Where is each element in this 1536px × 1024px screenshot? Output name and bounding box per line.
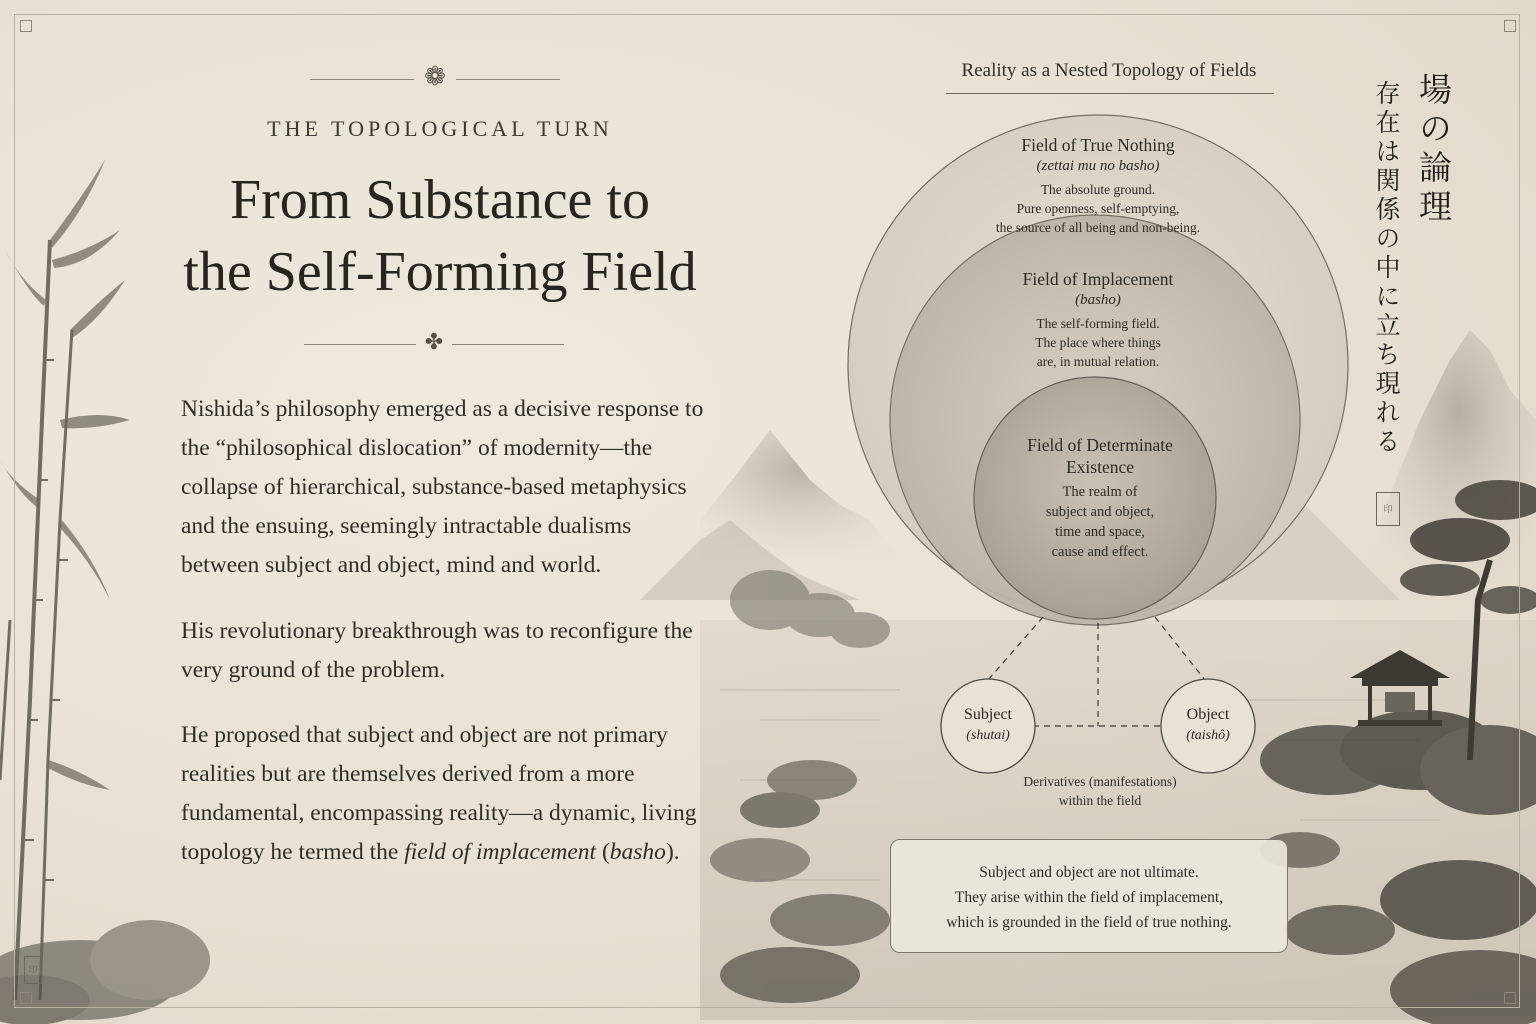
corner-ornament-tr xyxy=(1504,20,1516,32)
field-determinate-name-2: Existence xyxy=(1065,457,1135,477)
object-term: (taishô) xyxy=(1186,728,1230,743)
term-basho: basho xyxy=(609,839,666,865)
calligraphy-phrase: 存在は関係の中に立ち現れる xyxy=(1372,80,1401,457)
desc-line: the source of all being and non-being. xyxy=(995,220,1201,235)
flower-ornament-icon: ❁ xyxy=(424,62,446,92)
subject-name: Subject xyxy=(964,706,1012,723)
field-implacement-desc xyxy=(978,314,1218,371)
paragraph-1: Nishida’s philosophy emerged as a decisive response to the “philosophical dislocation” of modernity—the collapse of hierarchical, substance-based metaphysics and the ensuing, seemingly intractable dualisms between subject and object, mind and world. xyxy=(181,396,704,578)
divider-rule-left xyxy=(304,344,416,345)
caption-line: within the field xyxy=(1058,793,1142,808)
field-determinate-name-1: Field of Determinate xyxy=(1027,435,1173,455)
object-name: Object xyxy=(1186,706,1230,723)
bamboo-leaves xyxy=(0,160,130,790)
paragraph-3-paren-open: ( xyxy=(596,839,610,865)
desc-line: The self-forming field. xyxy=(1036,316,1160,331)
divider-rule-right xyxy=(452,344,564,345)
paragraph-2: His revolutionary breakthrough was to reconfigure the very ground of the problem. xyxy=(181,618,693,683)
eyebrow-heading: THE TOPOLOGICAL TURN xyxy=(267,116,613,141)
calligraphy-title: 場の論理 xyxy=(1414,72,1453,228)
paragraph-3-end: ). xyxy=(665,839,680,865)
subject-label xyxy=(944,704,1032,746)
field-implacement-name: Field of Implacement xyxy=(1022,269,1174,289)
seal-stamp: 印 xyxy=(1376,492,1400,526)
derivatives-caption xyxy=(990,772,1210,810)
desc-line: The realm of xyxy=(1062,484,1138,500)
desc-line: Pure openness, self-emptying, xyxy=(1016,201,1180,216)
corner-ornament-br xyxy=(1504,992,1516,1004)
corner-ornament-bl xyxy=(20,992,32,1004)
summary-line: Subject and object are not ultimate. xyxy=(979,864,1199,881)
term-field-of-implacement: field of implacement xyxy=(404,839,597,865)
title-line-1: From Substance to xyxy=(230,169,650,231)
diamond-ornament-icon: ✤ xyxy=(424,330,444,355)
diagram-title-rule xyxy=(946,93,1274,94)
bamboo xyxy=(0,240,72,1000)
desc-line: cause and effect. xyxy=(1051,544,1149,560)
field-true-nothing-name: Field of True Nothing xyxy=(1021,135,1175,155)
field-determinate-desc xyxy=(1002,482,1198,562)
title-line-2: the Self-Forming Field xyxy=(183,241,697,303)
summary-line: They arise within the field of implacement, xyxy=(954,889,1224,906)
corner-ornament-tl xyxy=(20,20,32,32)
summary-line: which is grounded in the field of true nothing. xyxy=(946,914,1232,931)
paragraph-3 xyxy=(181,716,711,872)
desc-line: are, in mutual relation. xyxy=(1036,354,1160,369)
paragraph-3-text: He proposed that subject and object are not primary realities but are themselves derived from a more fundamental, encompassing reality—a dynamic, living topology he termed the xyxy=(181,722,697,865)
field-true-nothing-term: (zettai mu no basho) xyxy=(1036,158,1160,174)
desc-line: The place where things xyxy=(1035,335,1161,350)
ornament-rule-right xyxy=(456,79,560,80)
field-implacement-term: (basho) xyxy=(1075,292,1121,308)
desc-line: The absolute ground. xyxy=(1040,182,1156,197)
field-determinate-label xyxy=(1002,434,1198,562)
caption-line: Derivatives (manifestations) xyxy=(1023,774,1177,789)
object-label xyxy=(1164,704,1252,746)
field-true-nothing-desc xyxy=(960,180,1236,237)
diagram-title: Reality as a Nested Topology of Fields xyxy=(961,60,1257,81)
field-implacement-label xyxy=(978,268,1218,371)
field-true-nothing-label xyxy=(960,134,1236,237)
summary-box xyxy=(890,839,1288,953)
desc-line: time and space, xyxy=(1055,524,1145,540)
ornament-rule-left xyxy=(310,79,414,80)
seal-stamp-small: 印 xyxy=(24,956,42,984)
subject-term: (shutai) xyxy=(966,728,1010,743)
page-title xyxy=(140,164,740,308)
desc-line: subject and object, xyxy=(1045,504,1155,520)
